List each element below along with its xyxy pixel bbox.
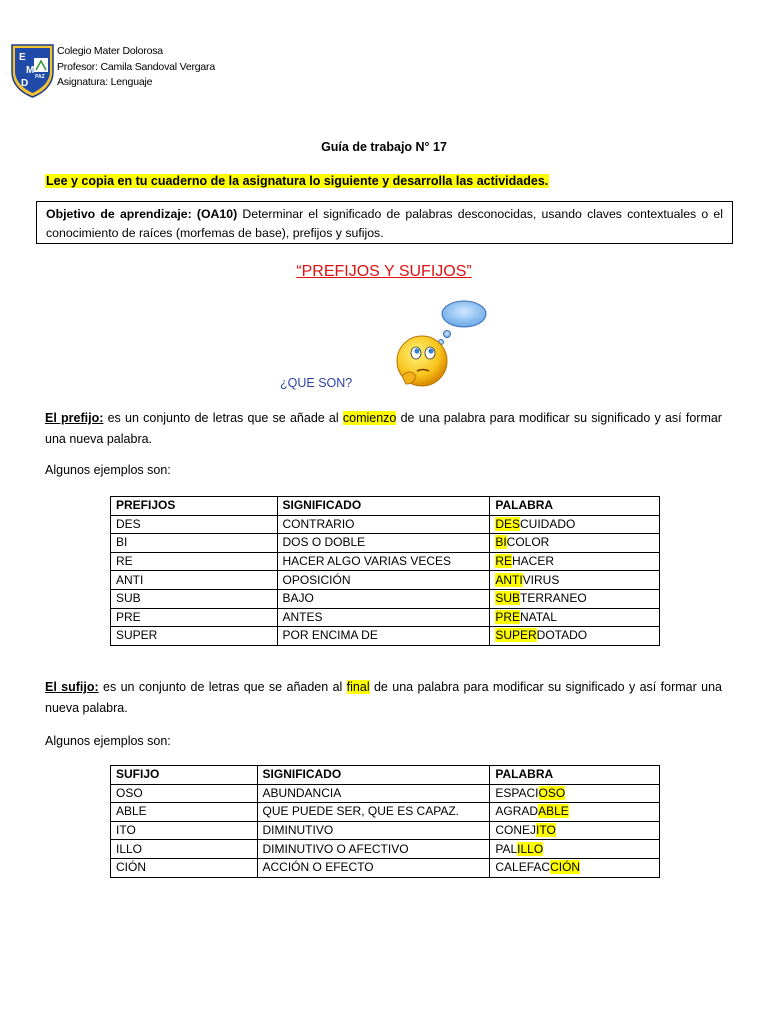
prefix-cell: DES: [111, 515, 278, 534]
word-highlight: ITO: [536, 823, 556, 838]
word-rest: VIRUS: [522, 572, 560, 587]
table-row: [111, 534, 660, 553]
question-text: ¿QUE SON?: [280, 376, 353, 390]
word-highlight: RE: [495, 554, 512, 569]
meaning-cell: ANTES: [277, 608, 490, 627]
column-header: SIGNIFICADO: [277, 497, 490, 516]
word-cell: [490, 515, 660, 534]
crest-letter-m: M: [26, 65, 35, 76]
suffix-table-header: [111, 766, 660, 785]
suffix-cell: CIÓN: [111, 858, 258, 877]
word-rest: TERRANEO: [520, 591, 587, 606]
word-rest: CALEFAC: [495, 860, 551, 875]
word-highlight: CIÓN: [550, 860, 581, 875]
objective-box: [36, 201, 733, 244]
meaning-cell: QUE PUEDE SER, QUE ES CAPAZ.: [257, 803, 490, 822]
school-header: [57, 44, 215, 91]
suffix-cell: ITO: [111, 821, 258, 840]
word-rest: COLOR: [506, 535, 550, 550]
thinking-emoji-icon: [392, 298, 490, 393]
prefix-text-after: de una palabra para modificar su significado y así formar una nueva palabra.: [45, 411, 722, 446]
word-rest: CUIDADO: [520, 516, 576, 531]
column-header: SUFIJO: [111, 766, 258, 785]
meaning-cell: DIMINUTIVO: [257, 821, 490, 840]
word-rest: HACER: [512, 554, 555, 569]
column-header: SIGNIFICADO: [257, 766, 490, 785]
word-cell: [490, 552, 660, 571]
objective-label: Objetivo de aprendizaje: (OA10): [46, 207, 238, 221]
word-rest: DOTADO: [536, 628, 588, 643]
prefix-cell: PRE: [111, 608, 278, 627]
word-highlight: DES: [495, 516, 521, 531]
suffix-table: [110, 765, 660, 878]
meaning-cell: ABUNDANCIA: [257, 784, 490, 803]
meaning-cell: POR ENCIMA DE: [277, 627, 490, 646]
suffix-highlight-word: final: [346, 680, 370, 694]
meaning-cell: DIMINUTIVO O AFECTIVO: [257, 840, 490, 859]
word-cell: [490, 858, 660, 877]
word-highlight: ABLE: [538, 804, 569, 819]
table-row: [111, 589, 660, 608]
column-header: PREFIJOS: [111, 497, 278, 516]
word-rest: PAL: [495, 841, 518, 856]
meaning-cell: BAJO: [277, 589, 490, 608]
column-header: PALABRA: [490, 497, 660, 516]
word-cell: [490, 840, 660, 859]
suffix-cell: OSO: [111, 784, 258, 803]
suffix-examples-label: Algunos ejemplos son:: [45, 734, 171, 748]
school-crest-logo: [10, 42, 55, 98]
subject-name: Asignatura: Lenguaje: [57, 76, 153, 88]
prefix-label: El prefijo:: [45, 411, 104, 425]
prefix-cell: ANTI: [111, 571, 278, 590]
table-row: [111, 627, 660, 646]
word-highlight: SUPER: [495, 628, 537, 643]
word-cell: [490, 627, 660, 646]
table-row: [111, 803, 660, 822]
column-header: PALABRA: [490, 766, 660, 785]
word-highlight: OSO: [538, 785, 566, 800]
prefix-cell: SUB: [111, 589, 278, 608]
prefix-table: [110, 496, 660, 646]
word-rest: ESPACI: [495, 785, 539, 800]
table-row: [111, 552, 660, 571]
table-row: [111, 515, 660, 534]
word-highlight: ILLO: [517, 841, 544, 856]
word-highlight: ANTI: [495, 572, 523, 587]
meaning-cell: CONTRARIO: [277, 515, 490, 534]
word-highlight: PRE: [495, 609, 521, 624]
prefix-cell: SUPER: [111, 627, 278, 646]
table-row: [111, 858, 660, 877]
section-heading: “PREFIJOS Y SUFIJOS”: [296, 263, 472, 280]
meaning-cell: ACCIÓN O EFECTO: [257, 858, 490, 877]
suffix-label: El sufijo:: [45, 680, 99, 694]
suffix-cell: ILLO: [111, 840, 258, 859]
worksheet-title: Guía de trabajo N° 17: [321, 140, 447, 154]
meaning-cell: OPOSICIÓN: [277, 571, 490, 590]
prefix-cell: RE: [111, 552, 278, 571]
table-row: [111, 784, 660, 803]
word-rest: AGRAD: [495, 804, 539, 819]
word-cell: [490, 589, 660, 608]
table-row: [111, 821, 660, 840]
word-cell: [490, 608, 660, 627]
table-row: [111, 571, 660, 590]
word-highlight: BI: [495, 535, 507, 550]
meaning-cell: HACER ALGO VARIAS VECES: [277, 552, 490, 571]
objective-text: Determinar el significado de palabras desconocidas, usando claves contextuales o el conocimiento de raíces (morfemas de base), prefijos y sufijos.: [46, 207, 723, 240]
meaning-cell: DOS O DOBLE: [277, 534, 490, 553]
word-cell: [490, 784, 660, 803]
prefix-highlight-word: comienzo: [342, 411, 397, 425]
prefix-definition: [45, 408, 722, 449]
suffix-text-after: de una palabra para modificar su significado y así formar una nueva palabra.: [45, 680, 722, 715]
word-rest: CONEJ: [495, 823, 537, 838]
prefix-cell: BI: [111, 534, 278, 553]
suffix-cell: ABLE: [111, 803, 258, 822]
word-rest: NATAL: [520, 609, 557, 624]
word-highlight: SUB: [495, 591, 521, 606]
prefix-examples-label: Algunos ejemplos son:: [45, 463, 171, 477]
word-cell: [490, 803, 660, 822]
word-cell: [490, 571, 660, 590]
prefix-text-before: es un conjunto de letras que se añade al: [103, 411, 343, 425]
crest-word: PAZ: [35, 74, 45, 80]
word-cell: [490, 821, 660, 840]
suffix-definition: [45, 677, 722, 718]
word-cell: [490, 534, 660, 553]
crest-letter-d: D: [21, 78, 29, 89]
crest-letter-e: E: [19, 52, 26, 63]
teacher-name: Profesor: Camila Sandoval Vergara: [57, 60, 215, 73]
instruction-text: Lee y copia en tu cuaderno de la asignatura lo siguiente y desarrolla las actividades.: [46, 174, 549, 188]
prefix-table-header: [111, 497, 660, 516]
table-row: [111, 608, 660, 627]
suffix-text-before: es un conjunto de letras que se añaden al: [98, 680, 347, 694]
table-row: [111, 840, 660, 859]
school-name: Colegio Mater Dolorosa: [57, 45, 163, 57]
